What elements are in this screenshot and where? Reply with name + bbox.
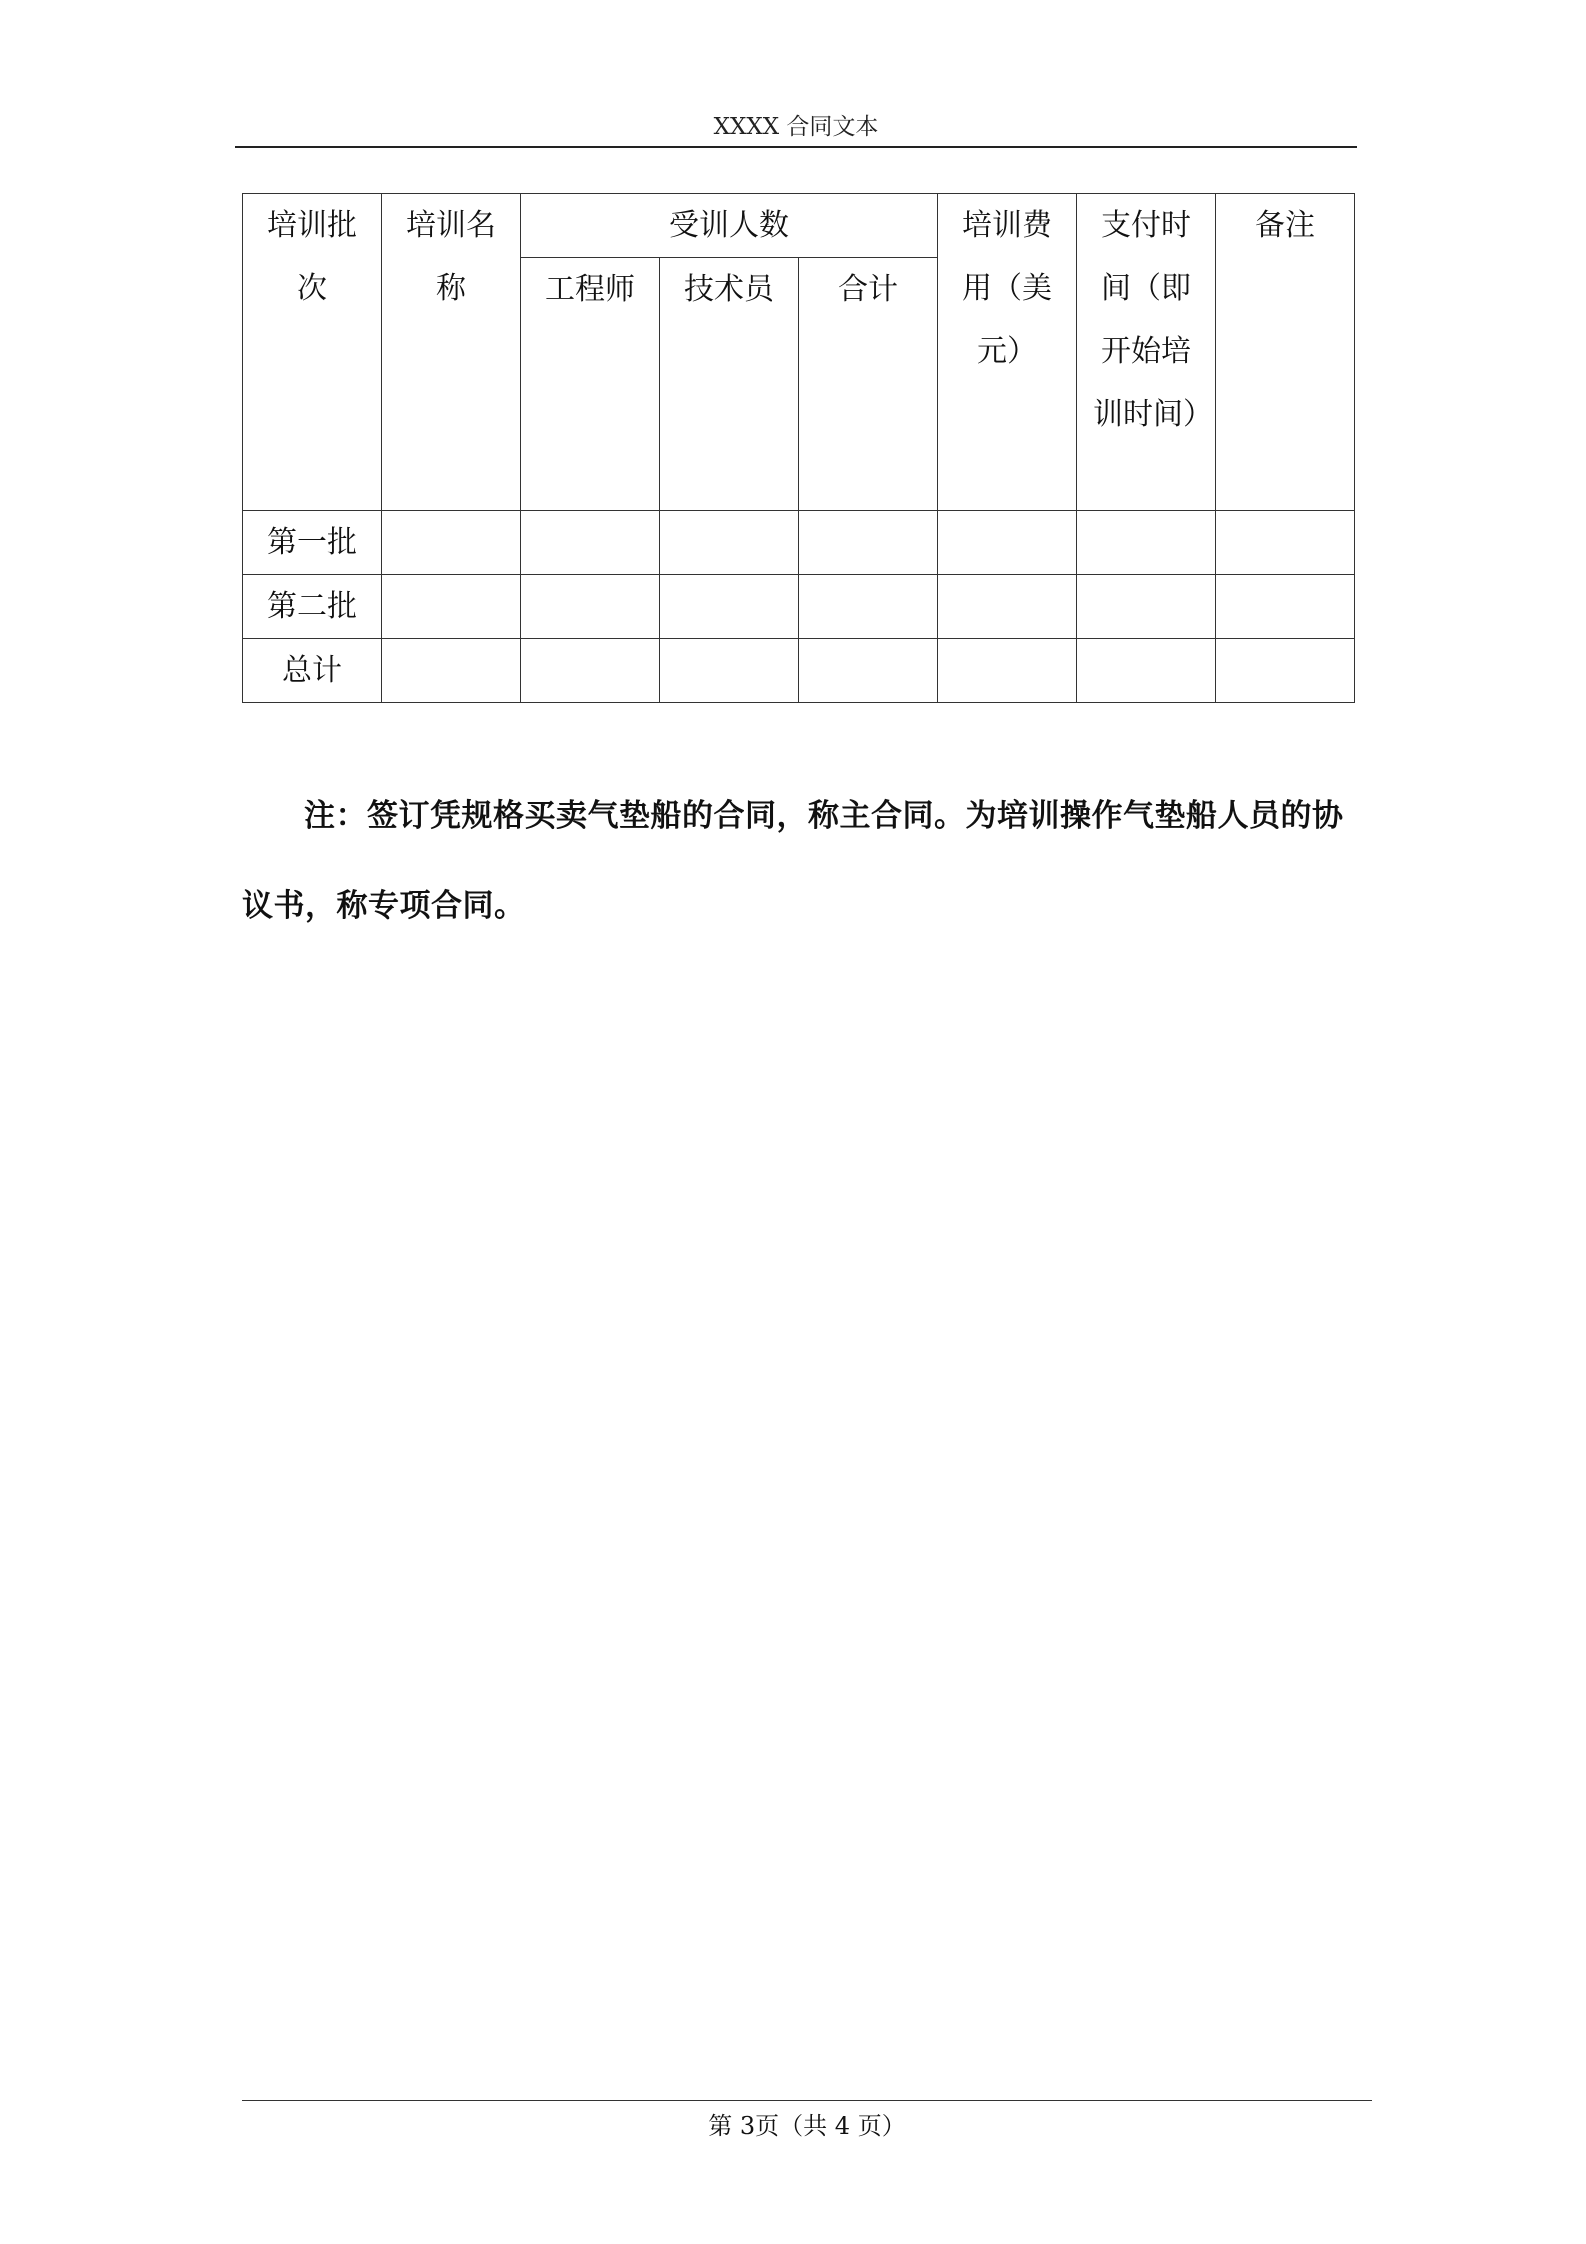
table-row [243,575,1355,639]
header-remark: 备注 [1216,194,1355,511]
table-cell [1216,639,1355,703]
table-cell [799,639,938,703]
table-cell [938,511,1077,575]
table-cell [521,511,660,575]
table-cell [1077,511,1216,575]
table-cell [799,575,938,639]
header-subtotal: 合计 [799,258,938,511]
row-label: 第一批 [243,511,382,575]
table-cell [1077,575,1216,639]
header-fee: 培训费用（美元） [938,194,1077,511]
table-cell [1216,575,1355,639]
table-cell [1216,511,1355,575]
row-label: 总计 [243,639,382,703]
row-label: 第二批 [243,575,382,639]
table-cell [382,575,521,639]
table-cell [521,639,660,703]
note-paragraph: 注：签订凭规格买卖气垫船的合同，称主合同。为培训操作气垫船人员的协议书，称专项合同。 [242,798,1344,924]
header-engineer: 工程师 [521,258,660,511]
table-cell [799,511,938,575]
table-cell [382,639,521,703]
table-cell [660,639,799,703]
table-cell [938,575,1077,639]
header-technician: 技术员 [660,258,799,511]
table-cell [382,511,521,575]
page-header [235,108,1357,148]
header-batch: 培训批次 [243,194,382,511]
table-cell [521,575,660,639]
header-title: XXXX 合同文本 [713,114,879,140]
page-number: 第 3页（共 4 页） [708,2112,906,2140]
footer-divider [242,2100,1372,2101]
header-pay-time: 支付时间（即开始培训时间） [1077,194,1216,511]
page-footer [242,2108,1372,2144]
training-table [242,193,1355,703]
table-cell [938,639,1077,703]
header-name: 培训名称 [382,194,521,511]
table-row [243,511,1355,575]
table-cell [660,511,799,575]
header-trainees: 受训人数 [521,194,938,258]
table-cell [1077,639,1216,703]
table-cell [660,575,799,639]
table-row [243,639,1355,703]
